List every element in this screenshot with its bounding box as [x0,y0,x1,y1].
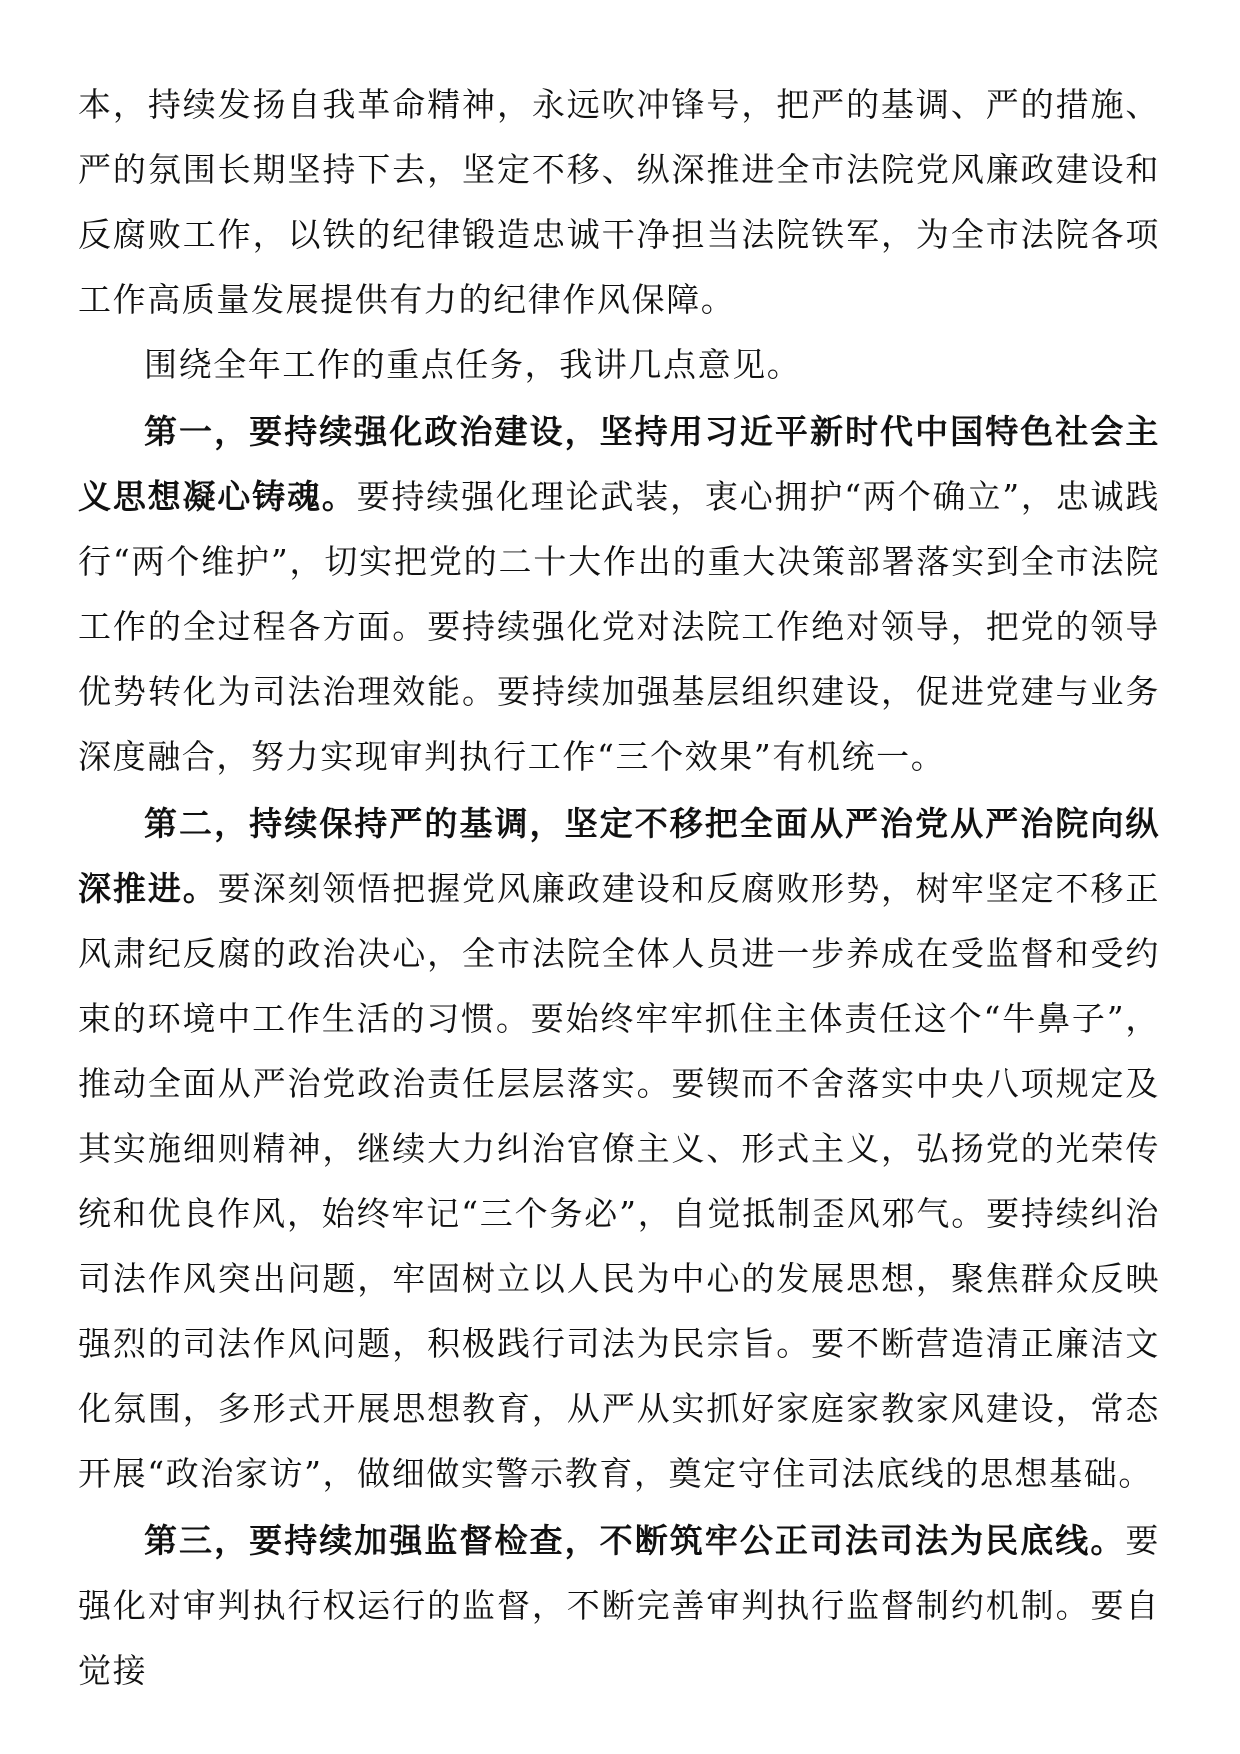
paragraph-text: 要深刻领悟把握党风廉政建设和反腐败形势，树牢坚定不移正风肃纪反腐的政治决心，全市法院全体人员进一步养成在受监督和受约束的环境中工作生活的习惯。要始终牢牢抓住主体责任这个“牛鼻子”，推动全面从严治党政治责任层层落实。要锲而不舍落实中央八项规定及其实施细则精神，继续大力纠治官僚主义、形式主义，弘扬党的光荣传统和优良作风，始终牢记“三个务必”，自觉抵制歪风邪气。要持续纠治司法作风突出问题，牢固树立以人民为中心的发展思想，聚焦群众反映强烈的司法作风问题，积极践行司法为民宗旨。要不断营造清正廉洁文化氛围，多形式开展思想教育，从严从实抓好家庭家教家风建设，常态开展“政治家访”，做细做实警示教育，奠定守住司法底线的思想基础。 [78,869,1160,1493]
paragraph-continuation [78,72,1160,332]
paragraph-heading: 第二，持续保持严的基调，坚定不移把全面从严治党从严治院向纵深推进。 [78,804,1160,908]
paragraph-text: 本，持续发扬自我革命精神，永远吹冲锋号，把严的基调、严的措施、严的氛围长期坚持下去，坚定不移、纵深推进全市法院党风廉政建设和反腐败工作，以铁的纪律锻造忠诚干净担当法院铁军，为全市法院各项工作高质量发展提供有力的纪律作风保障。 [78,85,1160,319]
paragraph-heading: 第一，要持续强化政治建设，坚持用习近平新时代中国特色社会主义思想凝心铸魂。 [78,412,1160,516]
paragraph-intro [78,332,1160,397]
paragraph-point-two [78,791,1160,1506]
document-body [78,72,1160,1703]
paragraph-text: 要持续强化理论武装，衷心拥护“两个确立”，忠诚践行“两个维护”，切实把党的二十大作出的重大决策部署落实到全市法院工作的全过程各方面。要持续强化党对法院工作绝对领导，把党的领导优势转化为司法治理效能。要持续加强基层组织建设，促进党建与业务深度融合，努力实现审判执行工作“三个效果”有机统一。 [78,477,1160,776]
paragraph-text: 围绕全年工作的重点任务，我讲几点意见。 [144,345,802,384]
paragraph-heading: 第三，要持续加强监督检查，不断筑牢公正司法司法为民底线。 [144,1521,1126,1560]
paragraph-text: 要强化对审判执行权运行的监督，不断完善审判执行监督制约机制。要自觉接 [78,1521,1160,1690]
paragraph-point-three [78,1508,1160,1703]
paragraph-point-one [78,399,1160,789]
